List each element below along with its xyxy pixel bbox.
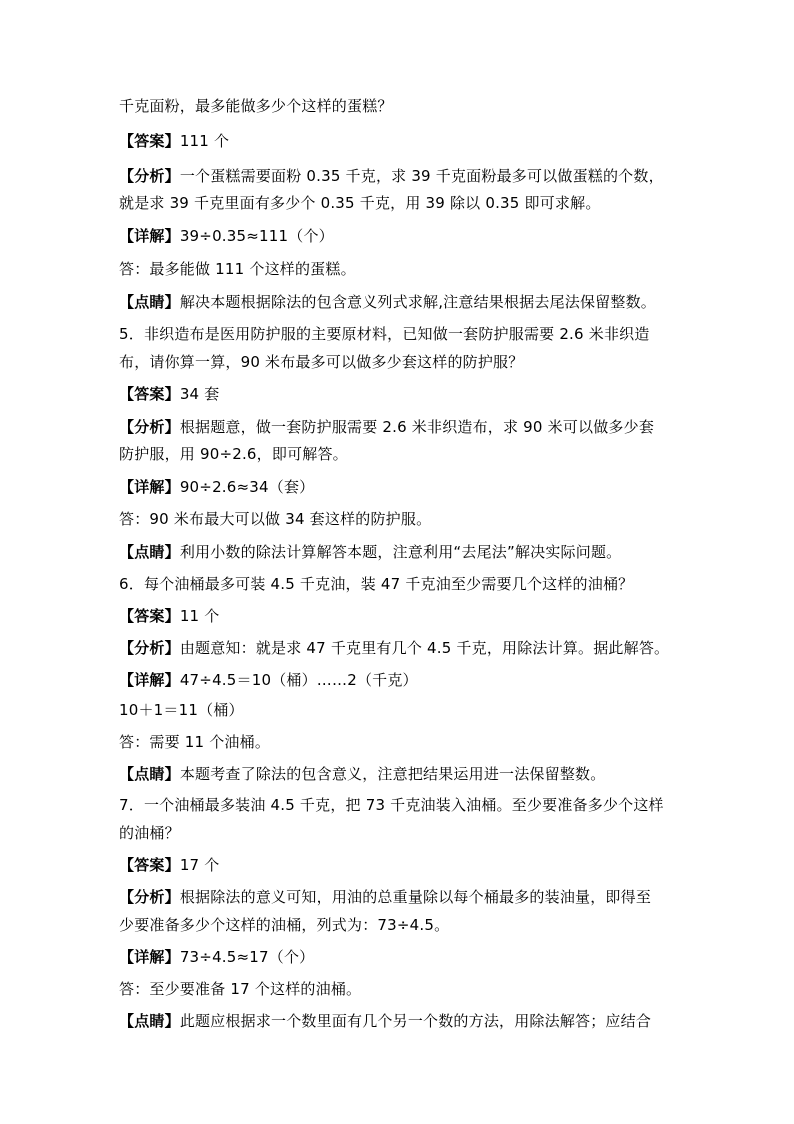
question-line: 的油桶？ xyxy=(119,824,180,842)
answer-tag: 【答案】 xyxy=(119,132,180,150)
comment-line: 【点睛】利用小数的除法计算解答本题，注意利用“去尾法”解决实际问题。 xyxy=(119,543,622,561)
reply-line: 答：至少要准备 17 个这样的油桶。 xyxy=(119,980,362,998)
text-line: 10＋1＝11（桶） xyxy=(119,701,244,719)
detail-line: 【详解】39÷0.35≈111（个） xyxy=(119,227,334,245)
answer-tag: 【答案】 xyxy=(119,856,180,874)
analysis-line: 【分析】根据题意，做一套防护服需要 2.6 米非织造布，求 90 米可以做多少套 xyxy=(119,418,655,436)
text-line: 就是求 39 千克里面有多少个 0.35 千克，用 39 除以 0.35 即可求解。 xyxy=(119,194,601,212)
answer-tag: 【答案】 xyxy=(119,607,180,625)
analysis-tag: 【分析】 xyxy=(119,167,180,185)
answer-line: 【答案】34 套 xyxy=(119,385,220,403)
question-line: 6．每个油桶最多可装 4.5 千克油，装 47 千克油至少需要几个这样的油桶？ xyxy=(119,575,634,593)
reply-line: 答：最多能做 111 个这样的蛋糕。 xyxy=(119,260,356,278)
detail-tag: 【详解】 xyxy=(119,478,180,496)
analysis-line: 【分析】根据除法的意义可知，用油的总重量除以每个桶最多的装油量，即得至 xyxy=(119,888,652,906)
question-line: 5．非织造布是医用防护服的主要原材料，已知做一套防护服需要 2.6 米非织造 xyxy=(119,325,650,343)
comment-tag: 【点睛】 xyxy=(119,293,180,311)
reply-line: 答：90 米布最大可以做 34 套这样的防护服。 xyxy=(119,510,432,528)
analysis-tag: 【分析】 xyxy=(119,639,180,657)
analysis-line: 【分析】由题意知：就是求 47 千克里有几个 4.5 千克，用除法计算。据此解答。 xyxy=(119,639,670,657)
comment-line: 【点睛】此题应根据求一个数里面有几个另一个数的方法，用除法解答；应结合 xyxy=(119,1012,652,1030)
detail-line: 【详解】47÷4.5＝10（桶）……2（千克） xyxy=(119,671,418,689)
question-line: 布，请你算一算，90 米布最多可以做多少套这样的防护服？ xyxy=(119,353,524,371)
detail-tag: 【详解】 xyxy=(119,948,180,966)
question-line: 7．一个油桶最多装油 4.5 千克，把 73 千克油装入油桶。至少要准备多少个这样 xyxy=(119,796,664,814)
comment-line: 【点睛】解决本题根据除法的包含意义列式求解,注意结果根据去尾法保留整数。 xyxy=(119,293,656,311)
answer-line: 【答案】111 个 xyxy=(119,132,230,150)
detail-line: 【详解】73÷4.5≈17（个） xyxy=(119,948,315,966)
answer-tag: 【答案】 xyxy=(119,385,180,403)
answer-line: 【答案】17 个 xyxy=(119,856,220,874)
answer-line: 【答案】11 个 xyxy=(119,607,220,625)
analysis-tag: 【分析】 xyxy=(119,888,180,906)
analysis-line: 【分析】一个蛋糕需要面粉 0.35 千克，求 39 千克面粉最多可以做蛋糕的个数， xyxy=(119,167,664,185)
comment-tag: 【点睛】 xyxy=(119,1012,180,1030)
detail-tag: 【详解】 xyxy=(119,671,180,689)
reply-line: 答：需要 11 个油桶。 xyxy=(119,733,271,751)
comment-tag: 【点睛】 xyxy=(119,765,180,783)
detail-tag: 【详解】 xyxy=(119,227,180,245)
text-line: 千克面粉，最多能做多少个这样的蛋糕？ xyxy=(119,97,393,115)
comment-tag: 【点睛】 xyxy=(119,543,180,561)
text-line: 少要准备多少个这样的油桶，列式为：73÷4.5。 xyxy=(119,916,450,934)
text-line: 防护服，用 90÷2.6，即可解答。 xyxy=(119,445,348,463)
analysis-tag: 【分析】 xyxy=(119,418,180,436)
comment-line: 【点睛】本题考查了除法的包含意义，注意把结果运用进一法保留整数。 xyxy=(119,765,606,783)
detail-line: 【详解】90÷2.6≈34（套） xyxy=(119,478,315,496)
